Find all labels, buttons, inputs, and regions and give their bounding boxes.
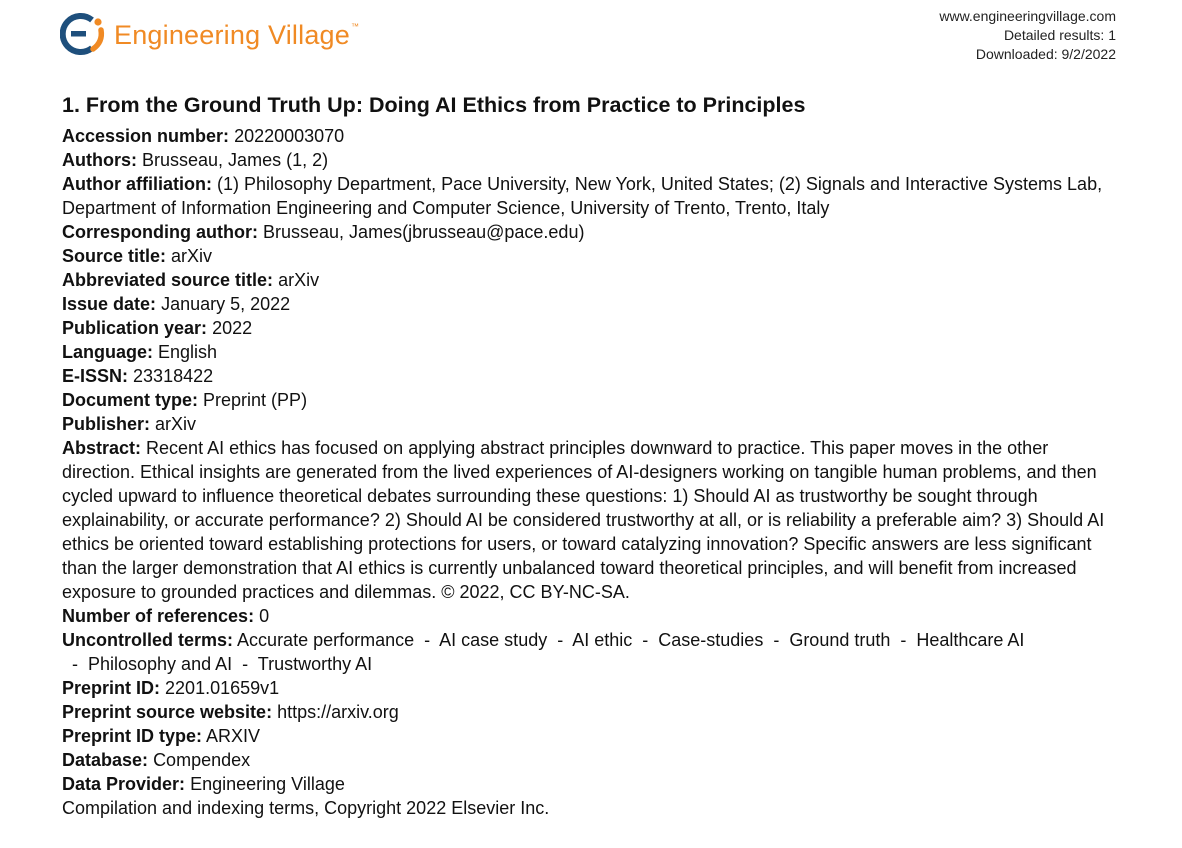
- term-separator: -: [763, 630, 790, 650]
- field-source-title: [62, 244, 1120, 268]
- field-value: (1) Philosophy Department, Pace University, New York, United States; (2) Signals and Interactive Systems Lab, Department of Information Engineering and Computer Science, University of Trento, Trento, Italy: [62, 174, 1103, 218]
- uncontrolled-term: AI case study: [439, 630, 548, 650]
- field-preprint-id: [62, 676, 1120, 700]
- site-url: www.engineeringvillage.com: [939, 8, 1116, 24]
- record-title: 1. From the Ground Truth Up: Doing AI Ethics from Practice to Principles: [62, 93, 806, 117]
- field-uncontrolled-terms: [62, 628, 1120, 676]
- field-value: Recent AI ethics has focused on applying abstract principles downward to practice. This paper moves in the other direction. Ethical insights are generated from the lived experiences of AI-designers working on tangible human problems, and then cycled upward to influence theoretical debates surrounding these questions: 1) Should AI as trustworthy be sought through explainability, or accurate performance? 2) Should AI be considered trustworthy at all, or is reliability a preferable aim? 3) Should AI ethics be oriented toward establishing protections for users, or toward catalyzing innovation? Specific answers are less significant than the larger demonstration that AI ethics is currently unbalanced toward theoretical principles, and will benefit from increased exposure to grounded practices and dilemmas. © 2022, CC BY-NC-SA.: [62, 438, 1105, 602]
- term-separator: -: [414, 630, 440, 650]
- field-value: Preprint (PP): [203, 390, 308, 410]
- field-label: Abstract:: [62, 438, 142, 458]
- field-label: Publisher:: [62, 414, 151, 434]
- field-value: 20220003070: [234, 126, 345, 146]
- field-issue-date: [62, 292, 1120, 316]
- term-separator: -: [547, 630, 573, 650]
- field-label: Publication year:: [62, 318, 208, 338]
- field-value: 2201.01659v1: [165, 678, 280, 698]
- field-label: Issue date:: [62, 294, 157, 314]
- field-label: Language:: [62, 342, 154, 362]
- field-label: Database:: [62, 750, 149, 770]
- uncontrolled-term: Healthcare AI: [916, 630, 1025, 650]
- field-corresponding-author: [62, 220, 1120, 244]
- uncontrolled-term: Case-studies: [658, 630, 764, 650]
- field-value: ARXIV: [206, 726, 261, 746]
- logo-wordmark: Engineering Village™: [114, 19, 360, 50]
- term-separator: -: [62, 654, 88, 674]
- term-separator: -: [632, 630, 659, 650]
- field-publication-year: [62, 316, 1120, 340]
- engineering-village-logo: [60, 12, 359, 56]
- field-e-issn: [62, 364, 1120, 388]
- engineering-village-logo-icon: [60, 12, 108, 56]
- field-label: Document type:: [62, 390, 199, 410]
- field-label: Data Provider:: [62, 774, 186, 794]
- copyright-notice: Compilation and indexing terms, Copyright 2022 Elsevier Inc.: [62, 798, 550, 818]
- field-label: Corresponding author:: [62, 222, 258, 242]
- results-count: Detailed results: 1: [1003, 27, 1116, 43]
- uncontrolled-term: AI ethic: [572, 630, 633, 650]
- field-value: English: [158, 342, 218, 362]
- field-value: January 5, 2022: [161, 294, 291, 314]
- field-database: [62, 748, 1120, 772]
- field-label: Authors:: [62, 150, 137, 170]
- field-value: Brusseau, James(jbrusseau@pace.edu): [263, 222, 585, 242]
- field-number-of-references: [62, 604, 1120, 628]
- field-label: Accession number:: [62, 126, 230, 146]
- field-document-type: [62, 388, 1120, 412]
- field-value: 23318422: [133, 366, 214, 386]
- field-authors: [62, 148, 1120, 172]
- download-info: [939, 7, 1116, 64]
- field-label: E-ISSN:: [62, 366, 129, 386]
- term-separator: -: [232, 654, 258, 674]
- field-value: Compendex: [153, 750, 251, 770]
- field-value: arXiv: [278, 270, 320, 290]
- field-data-provider: [62, 772, 1120, 796]
- field-label: Number of references:: [62, 606, 255, 626]
- field-label: Abbreviated source title:: [62, 270, 274, 290]
- field-label: Uncontrolled terms:: [62, 630, 234, 650]
- field-label: Preprint ID:: [62, 678, 161, 698]
- field-value: arXiv: [155, 414, 197, 434]
- field-value: 0: [259, 606, 270, 626]
- download-date: Downloaded: 9/2/2022: [975, 46, 1116, 62]
- field-abstract: [62, 436, 1120, 604]
- field-value: https://arxiv.org: [277, 702, 399, 722]
- field-preprint-id-type: [62, 724, 1120, 748]
- field-label: Preprint ID type:: [62, 726, 203, 746]
- field-label: Author affiliation:: [62, 174, 212, 194]
- uncontrolled-term: Accurate performance: [237, 630, 415, 650]
- uncontrolled-term: Trustworthy AI: [257, 654, 373, 674]
- field-value: Engineering Village: [190, 774, 345, 794]
- field-value: arXiv: [171, 246, 213, 266]
- field-label: Preprint source website:: [62, 702, 273, 722]
- field-publisher: [62, 412, 1120, 436]
- field-abbreviated-source-title: [62, 268, 1120, 292]
- field-accession-number: [62, 124, 1120, 148]
- uncontrolled-term: Ground truth: [789, 630, 891, 650]
- field-preprint-source-website: [62, 700, 1120, 724]
- field-value: Brusseau, James (1, 2): [142, 150, 329, 170]
- term-separator: -: [890, 630, 917, 650]
- record-fields: [62, 124, 1120, 820]
- field-value: 2022: [212, 318, 253, 338]
- uncontrolled-term: Philosophy and AI: [88, 654, 233, 674]
- field-language: [62, 340, 1120, 364]
- field-author-affiliation: [62, 172, 1120, 220]
- field-label: Source title:: [62, 246, 167, 266]
